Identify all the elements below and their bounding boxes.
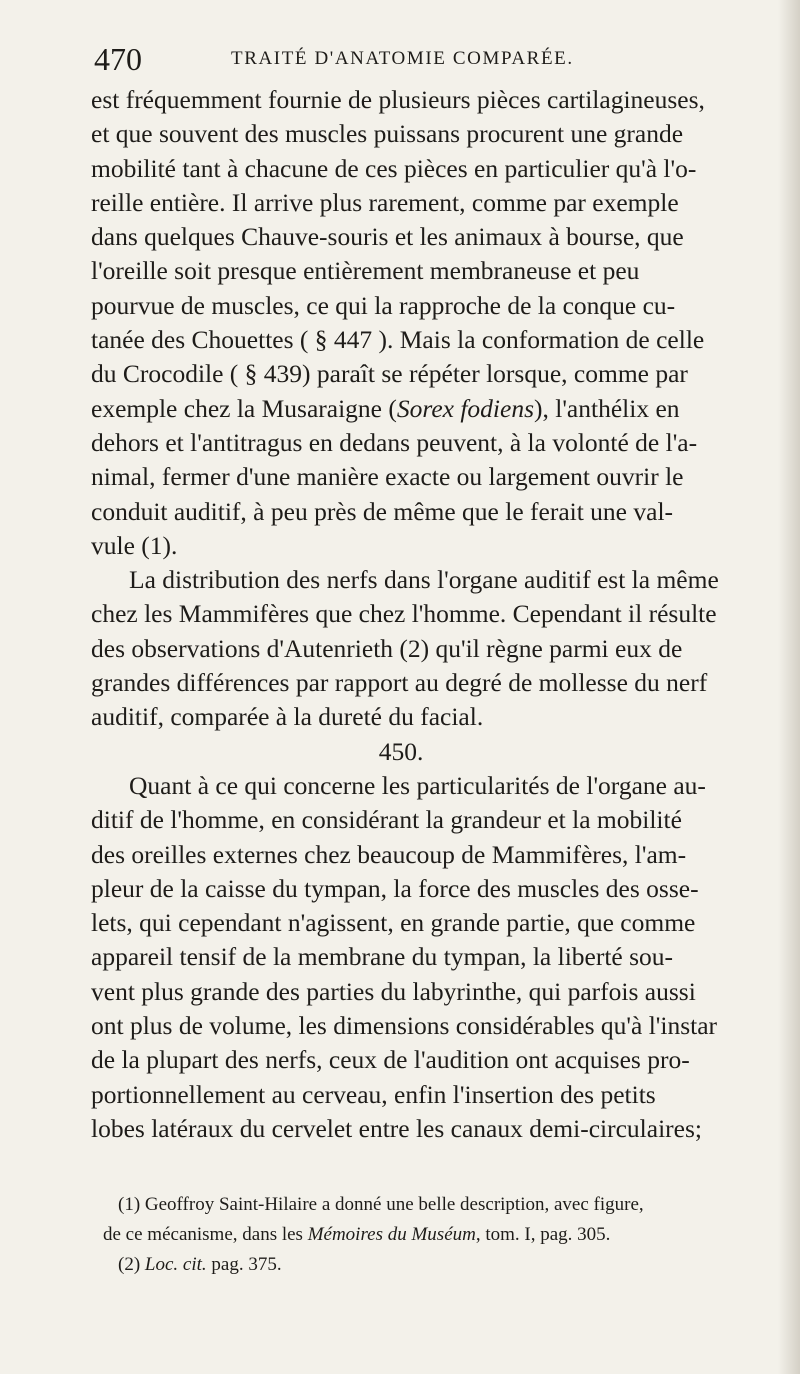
text-line: auditif, comparée à la dureté du facial. [91,702,484,732]
page-number: 470 [94,41,142,77]
text-segment: , tom. I, pag. 305. [475,1224,611,1245]
text-line: des oreilles externes chez beaucoup de Mammifères, l'am- [91,839,687,869]
text-line: est fréquemment fournie de plusieurs pièces cartilagineuses, [91,85,705,114]
section-number: 450. [378,736,424,766]
citation-abbrev: Loc. cit. [144,1254,207,1275]
text-line-with-italic [91,392,751,426]
text-line: mobilité tant à chacune de ces pièces en particulier qu'à l'o- [91,153,697,183]
text-line: et que souvent des muscles puissans procurent une grande [91,119,684,149]
paragraph-start: Quant à ce qui concerne les particularités de l'organe au- [129,770,706,800]
paragraph-start: La distribution des nerfs dans l'organe auditif est la même [129,565,719,595]
text-line: vule (1). [91,530,178,560]
text-line: dans quelques Chauve-souris et les animaux à bourse, que [91,222,684,252]
text-line: appareil tensif de la membrane du tympan, la liberté sou- [91,942,674,972]
text-line: nimal, fermer d'une manière exacte ou largement ouvrir le [91,462,684,492]
page-header [94,40,734,80]
text-line: vent plus grande des parties du labyrinthe, qui parfois aussi [91,976,696,1006]
footnote-label: (2) [118,1254,145,1275]
page-edge-shadow [778,0,800,1374]
text-line: chez les Mammifères que chez l'homme. Cependant il résulte [91,599,717,629]
text-segment: ), l'anthélix en [534,393,680,423]
text-line: dehors et l'antitragus en dedans peuvent, à la volonté de l'a- [91,427,698,457]
species-name: Sorex fodiens [396,393,535,423]
text-line: pourvue de muscles, ce qui la rapproche de la conque cu- [91,290,676,320]
text-line: lets, qui cependant n'agissent, en grande partie, que comme [91,908,696,938]
text-line: ditif de l'homme, en considérant la grandeur et la mobilité [91,805,682,835]
text-line: du Crocodile ( § 439) paraît se répéter lorsque, comme par [91,359,688,389]
text-segment: pag. 375. [206,1254,282,1275]
footnote-2 [103,1250,753,1280]
body-text [91,83,751,1146]
footnote-1: (1) Geoffroy Saint-Hilaire a donné une belle description, avec figure, [118,1194,644,1215]
publication-title: Mémoires du Muséum [307,1224,476,1245]
text-segment: de ce mécanisme, dans les [103,1224,308,1245]
text-line: conduit auditif, à peu près de même que le ferait une val- [91,496,674,526]
text-line: des observations d'Autenrieth (2) qu'il règne parmi eux de [91,633,683,663]
text-line: l'oreille soit presque entièrement membraneuse et peu [91,256,640,286]
running-head: TRAITÉ D'ANATOMIE COMPARÉE. [231,48,574,69]
text-line: grandes différences par rapport au degré de mollesse du nerf [91,668,708,698]
footnote-1-continued [103,1220,753,1250]
text-line: lobes latéraux du cervelet entre les canaux demi-circulaires; [91,1113,702,1143]
footnotes [103,1190,753,1280]
text-line: pleur de la caisse du tympan, la force des muscles des osse- [91,873,699,903]
text-line: tanée des Chouettes ( § 447 ). Mais la conformation de celle [91,325,705,355]
text-line: ont plus de volume, les dimensions considérables qu'à l'instar [91,1011,718,1041]
text-segment: exemple chez la Musaraigne ( [91,393,397,423]
text-line: reille entière. Il arrive plus rarement, comme par exemple [91,187,679,217]
text-line: portionnellement au cerveau, enfin l'insertion des petits [91,1079,656,1109]
text-line: de la plupart des nerfs, ceux de l'audition ont acquises pro- [91,1045,690,1075]
